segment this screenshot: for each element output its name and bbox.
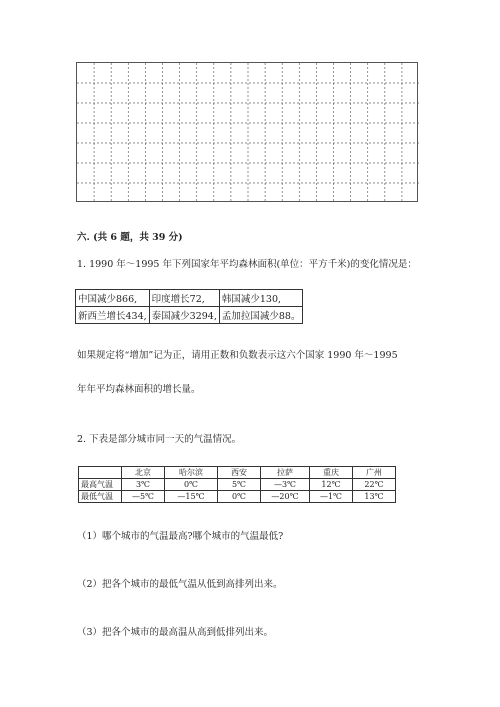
table-cell: 最低气温 — [79, 491, 122, 503]
forest-change-table — [75, 289, 303, 324]
table-cell: 印度增长72, — [149, 290, 219, 307]
table-cell: 22℃ — [353, 479, 396, 491]
table-cell: 0℃ — [218, 491, 261, 503]
table-cell: 最高气温 — [79, 479, 122, 491]
table-header-cell: 北京 — [122, 467, 165, 479]
table-cell: 新西兰增长434, — [76, 307, 150, 324]
question-1-instruction-line1: 如果规定将“增加”记为正，请用正数和负数表示这六个国家 1990 年～1995 — [77, 350, 398, 361]
table-cell: 中国减少866, — [76, 290, 150, 307]
sub-question-2: （2）把各个城市的最低气温从低到高排列出来。 — [77, 579, 283, 590]
table-cell: 13℃ — [353, 491, 396, 503]
table-cell: 12℃ — [310, 479, 353, 491]
table-row — [76, 307, 303, 324]
table-cell: —15℃ — [165, 491, 218, 503]
question-2-text: 2. 下表是部分城市同一天的气温情况。 — [77, 434, 242, 445]
sub-question-3: （3）把各个城市的最高温从高到低排列出来。 — [77, 627, 274, 638]
question-1-text: 1. 1990 年～1995 年下列国家年平均森林面积(单位：平方千米)的变化情况是： — [77, 259, 417, 270]
table-cell: —1℃ — [310, 491, 353, 503]
table-cell: 泰国减少3294, — [149, 307, 219, 324]
table-cell: 孟加拉国减少88。 — [219, 307, 303, 324]
table-header-cell — [79, 467, 122, 479]
table-cell: 0℃ — [165, 479, 218, 491]
temperature-table — [78, 466, 396, 503]
table-cell: —5℃ — [122, 491, 165, 503]
table-cell: 5℃ — [218, 479, 261, 491]
table-header-cell: 重庆 — [310, 467, 353, 479]
table-row — [76, 290, 303, 307]
table-cell: —20℃ — [261, 491, 310, 503]
table-header-cell: 广州 — [353, 467, 396, 479]
table-cell: 韩国减少130, — [219, 290, 303, 307]
table-header-cell: 哈尔滨 — [165, 467, 218, 479]
table-cell: 3℃ — [122, 479, 165, 491]
table-header-cell: 西安 — [218, 467, 261, 479]
section-heading: 六. (共 6 题，共 39 分) — [77, 232, 183, 243]
grid-lines — [77, 63, 419, 203]
table-header-row — [79, 467, 396, 479]
table-row — [79, 491, 396, 503]
table-header-cell: 拉萨 — [261, 467, 310, 479]
answer-grid — [76, 62, 418, 202]
sub-question-1: （1）哪个城市的气温最高?哪个城市的气温最低? — [77, 531, 284, 542]
question-1-instruction-line2: 年年平均森林面积的增长量。 — [77, 384, 201, 395]
table-row — [79, 479, 396, 491]
table-cell: —3℃ — [261, 479, 310, 491]
